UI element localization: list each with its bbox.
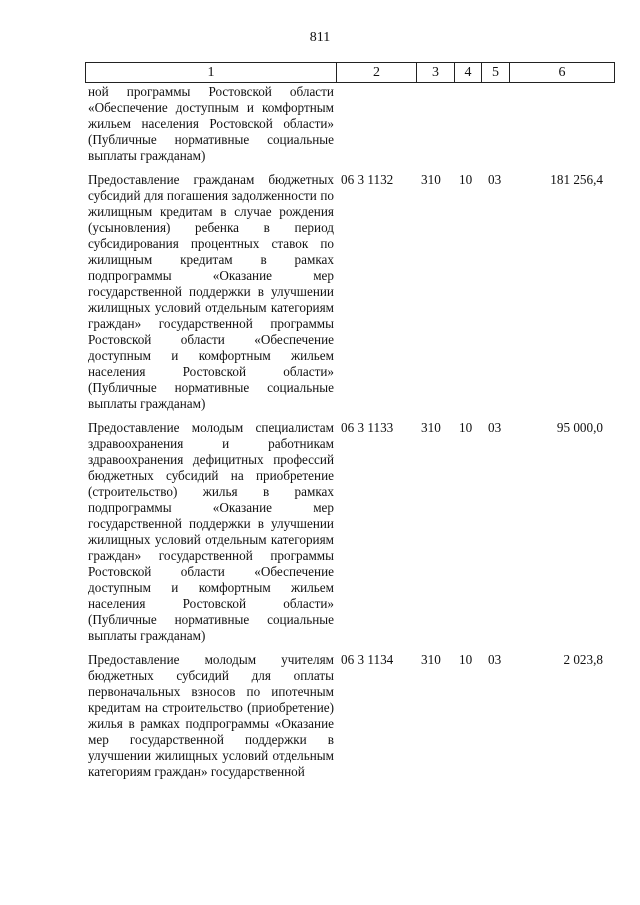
table-row — [85, 420, 615, 644]
budget-table — [85, 62, 615, 780]
row-section: 10 — [459, 420, 473, 435]
row-description: Предоставление молодым учителям бюджетных субсидий для оплаты первоначальных взносов по ипотечным кредитам на строительство (приобретение) жилья в рамках подпрограммы «Оказание мер государственной поддержки в улучшении жилищных условий отдельным категориям граждан» государственной — [88, 652, 334, 779]
header-col-5: 5 — [481, 63, 509, 82]
table-header-row — [85, 62, 615, 83]
row-section: 10 — [459, 172, 473, 187]
row-subsection: 03 — [488, 172, 502, 187]
row-amount: 181 256,4 — [550, 172, 603, 187]
row-description: Предоставление молодым специалистам здравоохранения и работникам здравоохранения дефицитных профессий бюджетных субсидий на приобретение (строительство) жилья в рамках подпрограммы «Оказание мер государственной поддержки в улучшении жилищных условий отдельным категориям граждан» государственной программы Ростовской области «Обеспечение доступным и комфортным жильем населения Ростовской области» (Публичные нормативные социальные выплаты гражданам) — [88, 420, 334, 643]
row-amount: 95 000,0 — [556, 420, 603, 435]
row-description: Предоставление гражданам бюджетных субсидий для погашения задолженности по жилищным кредитам в случае рождения (усыновления) ребенка в период субсидирования процентных ставок по жилищным кредитам в рамках подпрограммы «Оказание мер государственной поддержки в улучшении жилищных условий отдельным категориям граждан» государственной программы Ростовской области «Обеспечение доступным и комфортным жильем населения Ростовской области» (Публичные нормативные социальные выплаты гражданам) — [88, 172, 334, 411]
row-target-code: 06 3 1133 — [341, 420, 394, 435]
header-col-4: 4 — [454, 63, 481, 82]
table-row — [85, 84, 615, 164]
row-expense-type: 310 — [421, 172, 441, 187]
row-description: ной программы Ростовской области «Обеспечение доступным и комфортным жильем населения Ростовской области» (Публичные нормативные социальные выплаты гражданам) — [88, 84, 334, 163]
row-expense-type: 310 — [421, 652, 441, 667]
header-col-3: 3 — [416, 63, 454, 82]
row-expense-type: 310 — [421, 420, 441, 435]
row-target-code: 06 3 1134 — [341, 652, 394, 667]
header-col-1: 1 — [207, 65, 215, 80]
page-number: 811 — [309, 30, 331, 45]
header-col-2: 2 — [336, 63, 416, 82]
row-subsection: 03 — [488, 420, 502, 435]
table-row — [85, 652, 615, 780]
row-target-code: 06 3 1132 — [341, 172, 394, 187]
row-subsection: 03 — [488, 652, 502, 667]
header-col-6: 6 — [509, 63, 614, 82]
row-section: 10 — [459, 652, 473, 667]
table-row — [85, 172, 615, 412]
row-amount: 2 023,8 — [563, 652, 603, 667]
